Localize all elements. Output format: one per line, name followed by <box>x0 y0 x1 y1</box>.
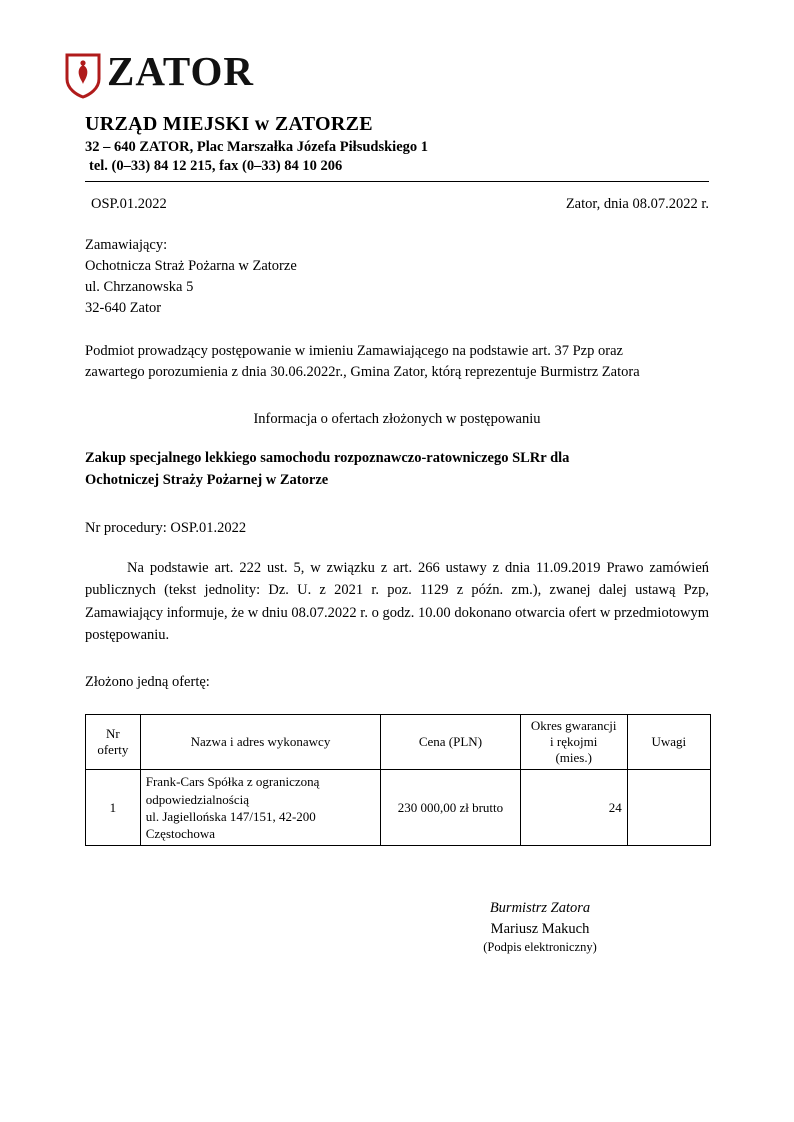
th-price: Cena (PLN) <box>381 714 520 770</box>
letterhead <box>85 45 709 107</box>
conducting-entity-line-1: Podmiot prowadzący postępowanie w imieniu Zamawiającego na podstawie art. 37 Pzp oraz <box>85 343 623 360</box>
subject-line-1: Zakup specjalnego lekkiego samochodu rozpoznawczo-ratowniczego SLRr dla <box>85 450 570 467</box>
contractor-line-3: ul. Jagiellońska 147/151, 42-200 <box>145 808 316 824</box>
office-contact: tel. (0–33) 84 12 215, fax (0–33) 84 10 206 <box>89 158 343 174</box>
th-warranty-line2: i rękojmi <box>550 733 598 749</box>
office-name: URZĄD MIEJSKI w ZATORZE <box>85 113 373 135</box>
contractor-line-2: odpowiedzialnością <box>145 791 249 807</box>
cell-price: 230 000,00 zł brutto <box>381 770 520 846</box>
place-and-date: Zator, dnia 08.07.2022 r. <box>565 196 709 212</box>
document-content <box>85 45 709 956</box>
signature-name: Mariusz Makuch <box>490 920 590 937</box>
header-divider <box>85 181 709 182</box>
conducting-entity-line-2: zawartego porozumienia z dnia 30.06.2022r., Gmina Zator, którą reprezentuje Burmistrz Zatora <box>85 364 640 381</box>
document-title: Informacja o ofertach złożonych w postępowaniu <box>253 411 541 428</box>
contracting-authority-name: Ochotnicza Straż Pożarna w Zatorze <box>85 258 297 275</box>
subject-heading <box>85 448 709 492</box>
coat-of-arms-shield-icon <box>65 53 101 99</box>
table-header-row <box>86 714 711 770</box>
contracting-authority-city: 32-640 Zator <box>85 300 162 317</box>
header-row <box>85 196 709 213</box>
procedure-label: Nr procedury: OSP.01.2022 <box>85 519 247 536</box>
signature-note: (Podpis elektroniczny) <box>483 939 597 954</box>
th-offer-number-line1: Nr <box>106 725 120 741</box>
offers-intro: Złożono jedną ofertę: <box>85 674 210 691</box>
th-remarks: Uwagi <box>627 714 710 770</box>
th-offer-number <box>86 714 141 770</box>
offers-table-head <box>86 714 711 770</box>
th-warranty <box>520 714 627 770</box>
th-offer-number-line2: oferty <box>97 741 129 757</box>
contracting-authority <box>85 235 709 319</box>
table-row <box>86 770 711 846</box>
signature-block <box>375 898 705 956</box>
contracting-authority-label: Zamawiający: <box>85 237 168 253</box>
subject-line-2: Ochotniczej Straży Pożarnej w Zatorze <box>85 471 329 488</box>
contractor-line-4: Częstochowa <box>145 826 216 842</box>
wordmark-text: ZATOR <box>107 48 255 94</box>
office-address: 32 – 640 ZATOR, Plac Marszałka Józefa Piłsudskiego 1 <box>85 139 429 155</box>
cell-offer-number: 1 <box>86 770 141 846</box>
wordmark-zator <box>107 47 254 95</box>
cell-remarks <box>627 770 710 846</box>
signature-role: Burmistrz Zatora <box>489 900 591 917</box>
offers-table <box>85 714 711 847</box>
cell-contractor <box>140 770 380 846</box>
conducting-entity <box>85 341 709 383</box>
th-contractor: Nazwa i adres wykonawcy <box>140 714 380 770</box>
contracting-authority-street: ul. Chrzanowska 5 <box>85 279 194 296</box>
legal-paragraph: Na podstawie art. 222 ust. 5, w związku z art. 266 ustawy z dnia 11.09.2019 Prawo zamówień publicznych (tekst jednolity: Dz. U. z 2021 r. poz. 1129 z późn. zm.), zwanej dalej ustawą Pzp, Zamawiający informuje, że w dniu 08.07.2022 r. o godz. 10.00 dokonano otwarcia ofert w przedmiotowym postępowaniu. <box>85 559 709 644</box>
contractor-line-1: Frank-Cars Spółka z ograniczoną <box>145 774 320 790</box>
cell-warranty: 24 <box>520 770 627 846</box>
th-warranty-line1: Okres gwarancji <box>530 717 617 733</box>
th-warranty-line3: (mies.) <box>555 750 592 765</box>
offers-table-body <box>86 770 711 846</box>
procedure-number: OSP.01.2022 <box>91 196 167 212</box>
